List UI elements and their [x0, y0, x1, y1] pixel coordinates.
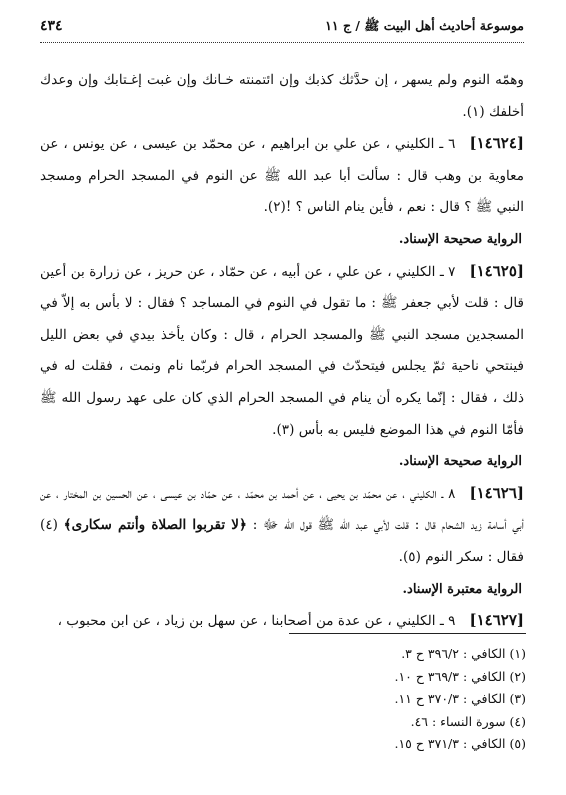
hadith-entry: [40, 478, 524, 574]
footnote-item: (٣) الكافي : ٣٧٠/٣ ح ١١.: [394, 691, 526, 706]
hadith-text-end: (٤) فقال : سكر النوم (٥).: [40, 517, 524, 565]
running-title: موسوعة أحاديث أهل البيت ﷺ / ج ١١: [325, 18, 524, 33]
footnote-item: (١) الكافي : ٣٩٦/٢ ح ٣.: [401, 646, 526, 661]
intro-paragraph: وهمّه النوم ولم يسهر ، إن حدَّثك كذبك وإن ائتمنته خـانك وإن غبت إغـتابك وإن وعدك أخلفك (١).: [40, 72, 524, 120]
hadith-number: [١٤٦٢٤]: [469, 134, 524, 153]
hadith-text: ٨ ـ الكليني ، عن محمّد بن يحيى ، عن أحمد بن محمّد ، عن حمّاد بن عيسى ، عن الحسين بن المختار ، عن أبي أسامة زيد الشحام قال : قلت لأبي عبد الله ﷺ قول الله ﷻ :: [40, 485, 524, 534]
footnote-separator: [289, 633, 526, 634]
hadith-text: ٧ ـ الكليني ، عن علي ، عن أبيه ، عن حمّاد ، عن حريز ، عن زرارة بن أعين قال : قلت لأبي جعفر ﷺ : ما تقول في النوم في المساجد ؟ فقال : لا بأس به إلاّ في المسجدين مسجد النبي ﷺ والمسجد الحرام ، قال : وكان يأخذ بيدي في بعض الليل فينتحي ناحية ثمّ يجلس فيتحدّث في المسجد الحرام فربّما نام ونمت ، فقلت له في ذلك ، فقال : إنّما يكره أن ينام في المسجد الحرام الذي كان على عهد رسول الله ﷺ فأمّا النوم في هذا الموضع فليس به بأس (٣).: [40, 263, 524, 438]
hadith-entry: [40, 128, 524, 224]
footnotes: [226, 643, 526, 756]
hadith-number: [١٤٦٢٧]: [469, 611, 524, 630]
hadith-grade: الرواية صحيحة الإسناد.: [398, 454, 522, 470]
hadith-number: [١٤٦٢٦]: [469, 483, 524, 502]
footnote-item: (٤) سورة النساء : ٤٦.: [410, 713, 526, 729]
hadith-grade: الرواية صحيحة الإسناد.: [398, 231, 522, 247]
hadith-entry: [40, 256, 524, 447]
hadith-number: [١٤٦٢٥]: [469, 261, 524, 280]
book-page: [40, 18, 524, 638]
footnote-item: (٢) الكافي : ٣٦٩/٣ ح ١٠.: [394, 668, 526, 684]
page-number: ٤٣٤: [40, 18, 63, 34]
footnote-item: (٥) الكافي : ٣٧١/٣ ح ١٥.: [394, 736, 526, 751]
hadith-text: ٦ ـ الكليني ، عن علي بن ابراهيم ، عن محمّد بن عيسى ، عن يونس ، عن معاوية بن وهب قال : سألت أبا عبد الله ﷺ عن النوم في المسجد الحرام ومسجد النبي ﷺ ؟ قال : نعم ، فأين ينام الناس ؟ !(٢).: [40, 136, 524, 216]
hadith-text: ٩ ـ الكليني ، عن عدة من أصحابنا ، عن سهل بن زياد ، عن ابن محبوب ،: [57, 613, 456, 630]
running-header: [40, 18, 524, 43]
main-text: [40, 65, 524, 638]
quran-verse: ﴿لا تقربوا الصلاة وأنتم سكارى﴾: [63, 517, 248, 534]
hadith-grade: الرواية معتبرة الإسناد.: [402, 581, 522, 597]
